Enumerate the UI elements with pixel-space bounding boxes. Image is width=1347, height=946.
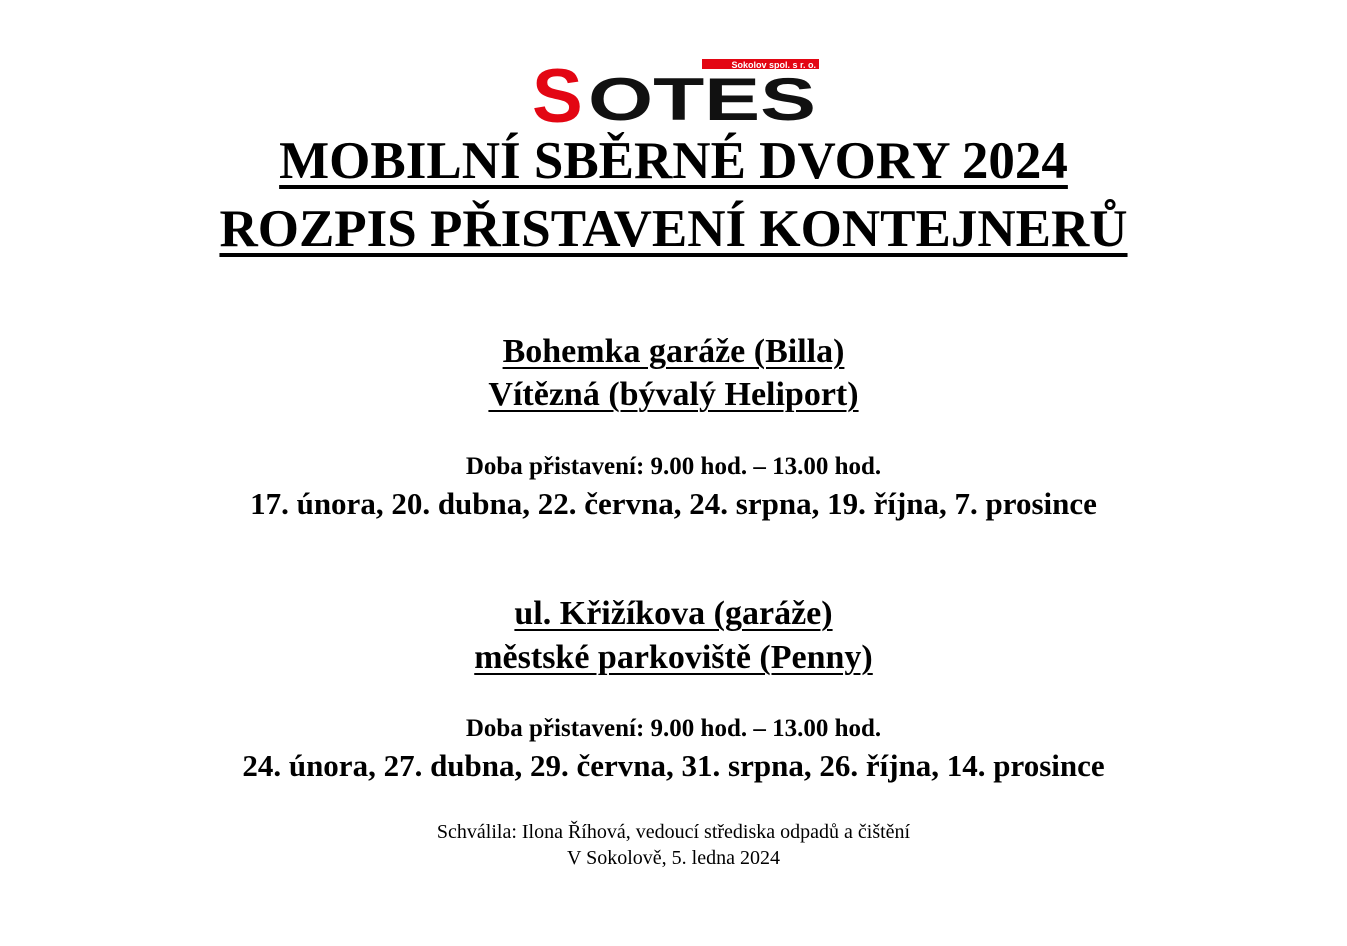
logo-letter-s: S (532, 58, 583, 124)
logo-letters-otes: OTES (588, 66, 816, 124)
footer-approved: Schválila: Ilona Říhová, vedoucí střediska odpadů a čištění (436, 821, 911, 843)
title-line-1 (0, 131, 1347, 191)
section-2-location-1-text: ul. Křižíkova (garáže) (514, 595, 833, 632)
title-line-2-text: ROZPIS PŘISTAVENÍ KONTEJNERŮ (219, 200, 1128, 258)
section-2-time: Doba přistavení: 9.00 hod. – 13.00 hod. (465, 715, 882, 742)
section-1-location-1-text: Bohemka garáže (Billa) (502, 333, 845, 370)
section-1-location-1 (0, 331, 1347, 373)
section-1-dates: 17. února, 20. dubna, 22. června, 24. srpna, 19. října, 7. prosince (250, 486, 1097, 521)
footer-place-date: V Sokolově, 5. ledna 2024 (567, 847, 780, 869)
title-line-1-text: MOBILNÍ SBĚRNÉ DVORY 2024 (279, 132, 1068, 190)
title-line-2 (0, 199, 1347, 259)
section-1-location-2-text: Vítězná (bývalý Heliport) (488, 376, 859, 413)
logo-company-text: Sokolov spol. s r. o. (731, 60, 816, 70)
sotes-logo-graphic (532, 58, 822, 124)
sotes-logo (532, 58, 822, 124)
section-1-time: Doba přistavení: 9.00 hod. – 13.00 hod. (465, 453, 882, 480)
section-2-location-1 (0, 593, 1347, 635)
section-1-location-2 (0, 374, 1347, 416)
section-2-dates: 24. února, 27. dubna, 29. června, 31. srpna, 26. října, 14. prosince (242, 748, 1105, 783)
section-2-location-2 (0, 637, 1347, 679)
section-2-location-2-text: městské parkoviště (Penny) (474, 639, 873, 676)
